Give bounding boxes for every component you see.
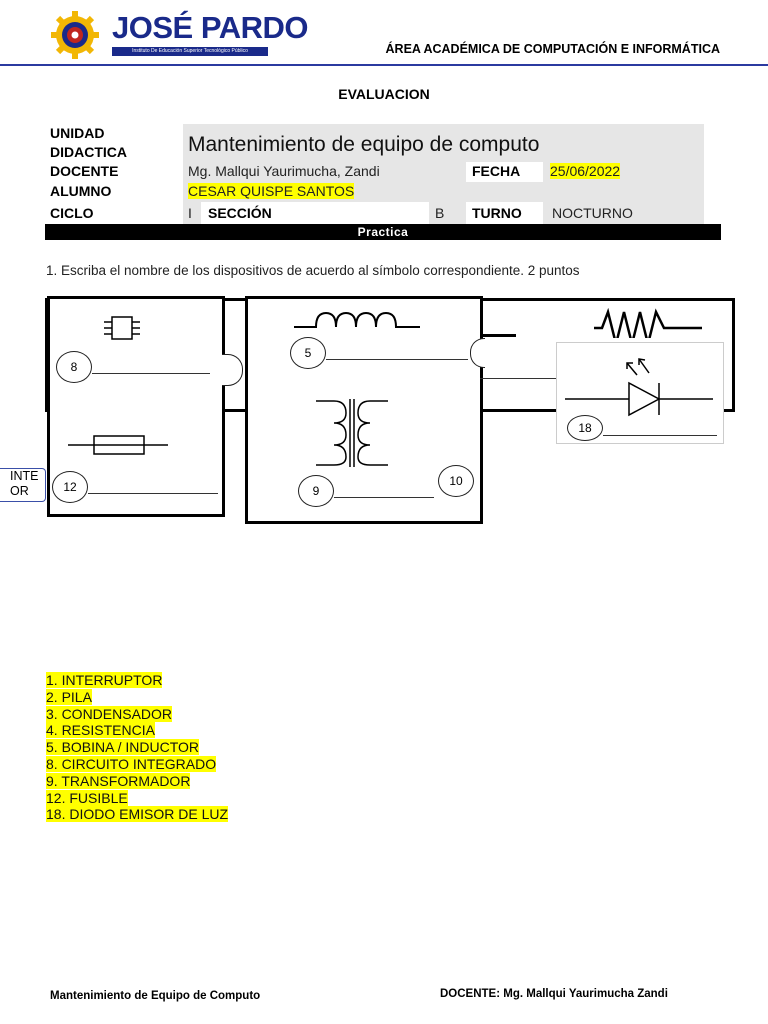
fecha-label: FECHA (472, 163, 521, 179)
alumno-label: ALUMNO (50, 183, 112, 199)
turno-label: TURNO (472, 205, 522, 221)
docente-label: DOCENTE (50, 163, 119, 179)
led-symbol-icon (561, 351, 717, 421)
answers-list (46, 672, 228, 823)
answer-line-18 (603, 435, 717, 436)
transformer-symbol-icon (312, 395, 392, 471)
answer-text: 3. CONDENSADOR (46, 705, 173, 722)
partial-label-line-1: INTE (10, 469, 39, 483)
answer-text: 8. CIRCUITO INTEGRADO (46, 755, 217, 772)
answer-text: 2. PILA (46, 688, 92, 705)
footer-teacher: DOCENTE: Mg. Mallqui Yaurimucha Zandi (440, 988, 668, 1000)
number-9: 9 (298, 475, 334, 507)
symbols-figure (0, 296, 768, 526)
resistor-symbol-icon (592, 308, 712, 338)
seccion-value: B (435, 205, 445, 221)
answer-text: 1. INTERRUPTOR (46, 672, 163, 688)
gear-logo-icon (50, 10, 100, 60)
answer-line-partial (480, 378, 558, 379)
turno-value: NOCTURNO (552, 205, 633, 221)
unidad-value: Mantenimiento de equipo de computo (188, 133, 540, 156)
answer-line-9 (334, 497, 434, 498)
card-led (556, 342, 724, 444)
academic-area: ÁREA ACADÉMICA DE COMPUTACIÓN E INFORMÁTICA (385, 42, 720, 56)
page-title: EVALUACION (338, 86, 430, 102)
answer-line-5 (326, 359, 468, 360)
number-12: 12 (52, 471, 88, 503)
answer-item (46, 706, 228, 723)
question-1: 1. Escriba el nombre de los dispositivos de acuerdo al símbolo correspondiente. 2 puntos (46, 263, 580, 278)
answer-item (46, 689, 228, 706)
answer-item (46, 773, 228, 790)
answer-text: 9. TRANSFORMADOR (46, 772, 191, 789)
answer-item (46, 739, 228, 756)
answer-item (46, 806, 228, 823)
fecha-text: 25/06/2022 (550, 163, 621, 179)
partial-symbol-line (480, 334, 516, 337)
inductor-symbol-icon (292, 307, 422, 333)
answer-text: 18. DIODO EMISOR DE LUZ (46, 806, 229, 823)
answer-line-12 (88, 493, 218, 494)
logo-subtitle: Instituto De Educación Superior Tecnológico Público (112, 47, 268, 56)
logo-title: JOSÉ PARDO (112, 10, 308, 45)
answer-text: 4. RESISTENCIA (46, 722, 155, 739)
didactica-label: DIDACTICA (50, 144, 127, 160)
fecha-value (550, 163, 620, 179)
partial-label-line-2: OR (10, 484, 29, 498)
number-10: 10 (438, 465, 474, 497)
number-5: 5 (290, 337, 326, 369)
fuse-symbol-icon (66, 433, 170, 457)
card-ic-fuse (47, 296, 225, 517)
footer-course: Mantenimiento de Equipo de Computo (50, 990, 261, 1002)
ciclo-label: CICLO (50, 205, 94, 221)
ciclo-value: I (188, 205, 192, 221)
number-18: 18 (567, 415, 603, 441)
answer-text: 12. FUSIBLE (46, 789, 128, 806)
header-divider (0, 64, 768, 66)
unidad-label: UNIDAD (50, 125, 105, 141)
alumno-text: CESAR QUISPE SANTOS (188, 183, 355, 199)
practica-bar: Practica (45, 224, 721, 240)
partial-label-box (0, 468, 46, 502)
answer-item (46, 672, 228, 689)
card-inductor-transformer (245, 296, 483, 524)
docente-value: Mg. Mallqui Yaurimucha, Zandi (188, 163, 380, 179)
number-8: 8 (56, 351, 92, 383)
seccion-label: SECCIÓN (208, 205, 272, 221)
answer-item (46, 756, 228, 773)
integrated-circuit-icon (102, 313, 142, 345)
answer-item (46, 722, 228, 739)
answer-item (46, 790, 228, 807)
alumno-value (188, 183, 354, 199)
answer-text: 5. BOBINA / INDUCTOR (46, 739, 199, 756)
answer-line-8 (92, 373, 210, 374)
